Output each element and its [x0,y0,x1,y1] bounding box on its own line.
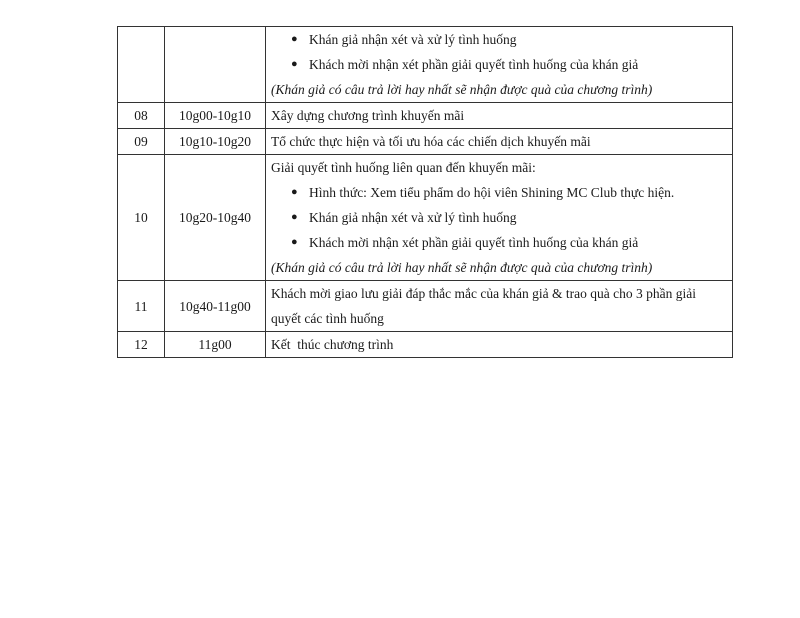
list-item: ● Khách mời nhận xét phần giải quyết tình huống của khán giả [271,52,726,77]
list-item: ● Khách mời nhận xét phần giải quyết tình huống của khán giả [271,230,726,255]
row-content [266,27,733,103]
row-content: Kết thúc chương trình [266,332,733,358]
row-number: 08 [118,103,165,129]
bullet-icon: ● [291,236,298,248]
table-row [118,129,733,155]
bullet-icon: ● [291,33,298,45]
row-time: 10g20-10g40 [165,155,266,281]
table-row [118,103,733,129]
list-item: ● Khán giả nhận xét và xử lý tình huống [271,205,726,230]
table-row [118,155,733,281]
row-content [266,155,733,281]
row-number: 10 [118,155,165,281]
table-row [118,281,733,332]
row-number: 11 [118,281,165,332]
row-number: 09 [118,129,165,155]
bullet-icon: ● [291,58,298,70]
list-item: ● Hình thức: Xem tiểu phẩm do hội viên Shining MC Club thực hiện. [271,180,726,205]
row-content: Xây dựng chương trình khuyến mãi [266,103,733,129]
prize-note: (Khán giả có câu trả lời hay nhất sẽ nhận được quà của chương trình) [271,260,653,275]
row-number [118,27,165,103]
list-item: ● Khán giả nhận xét và xử lý tình huống [271,27,726,52]
row-time [165,27,266,103]
bullet-icon: ● [291,186,298,198]
prize-note: (Khán giả có câu trả lời hay nhất sẽ nhận được quà của chương trình) [271,82,653,97]
row-content: Khách mời giao lưu giải đáp thắc mắc của khán giả & trao quà cho 3 phần giải quyết các tình huống [266,281,733,332]
row-time: 10g00-10g10 [165,103,266,129]
program-schedule-table [117,26,733,358]
row-heading: Giải quyết tình huống liên quan đến khuyến mãi: [271,160,536,175]
bullet-icon: ● [291,211,298,223]
table-row [118,27,733,103]
row-time: 10g40-11g00 [165,281,266,332]
row-content: Tổ chức thực hiện và tối ưu hóa các chiến dịch khuyến mãi [266,129,733,155]
row-number: 12 [118,332,165,358]
row-time: 10g10-10g20 [165,129,266,155]
row-time: 11g00 [165,332,266,358]
table-row [118,332,733,358]
